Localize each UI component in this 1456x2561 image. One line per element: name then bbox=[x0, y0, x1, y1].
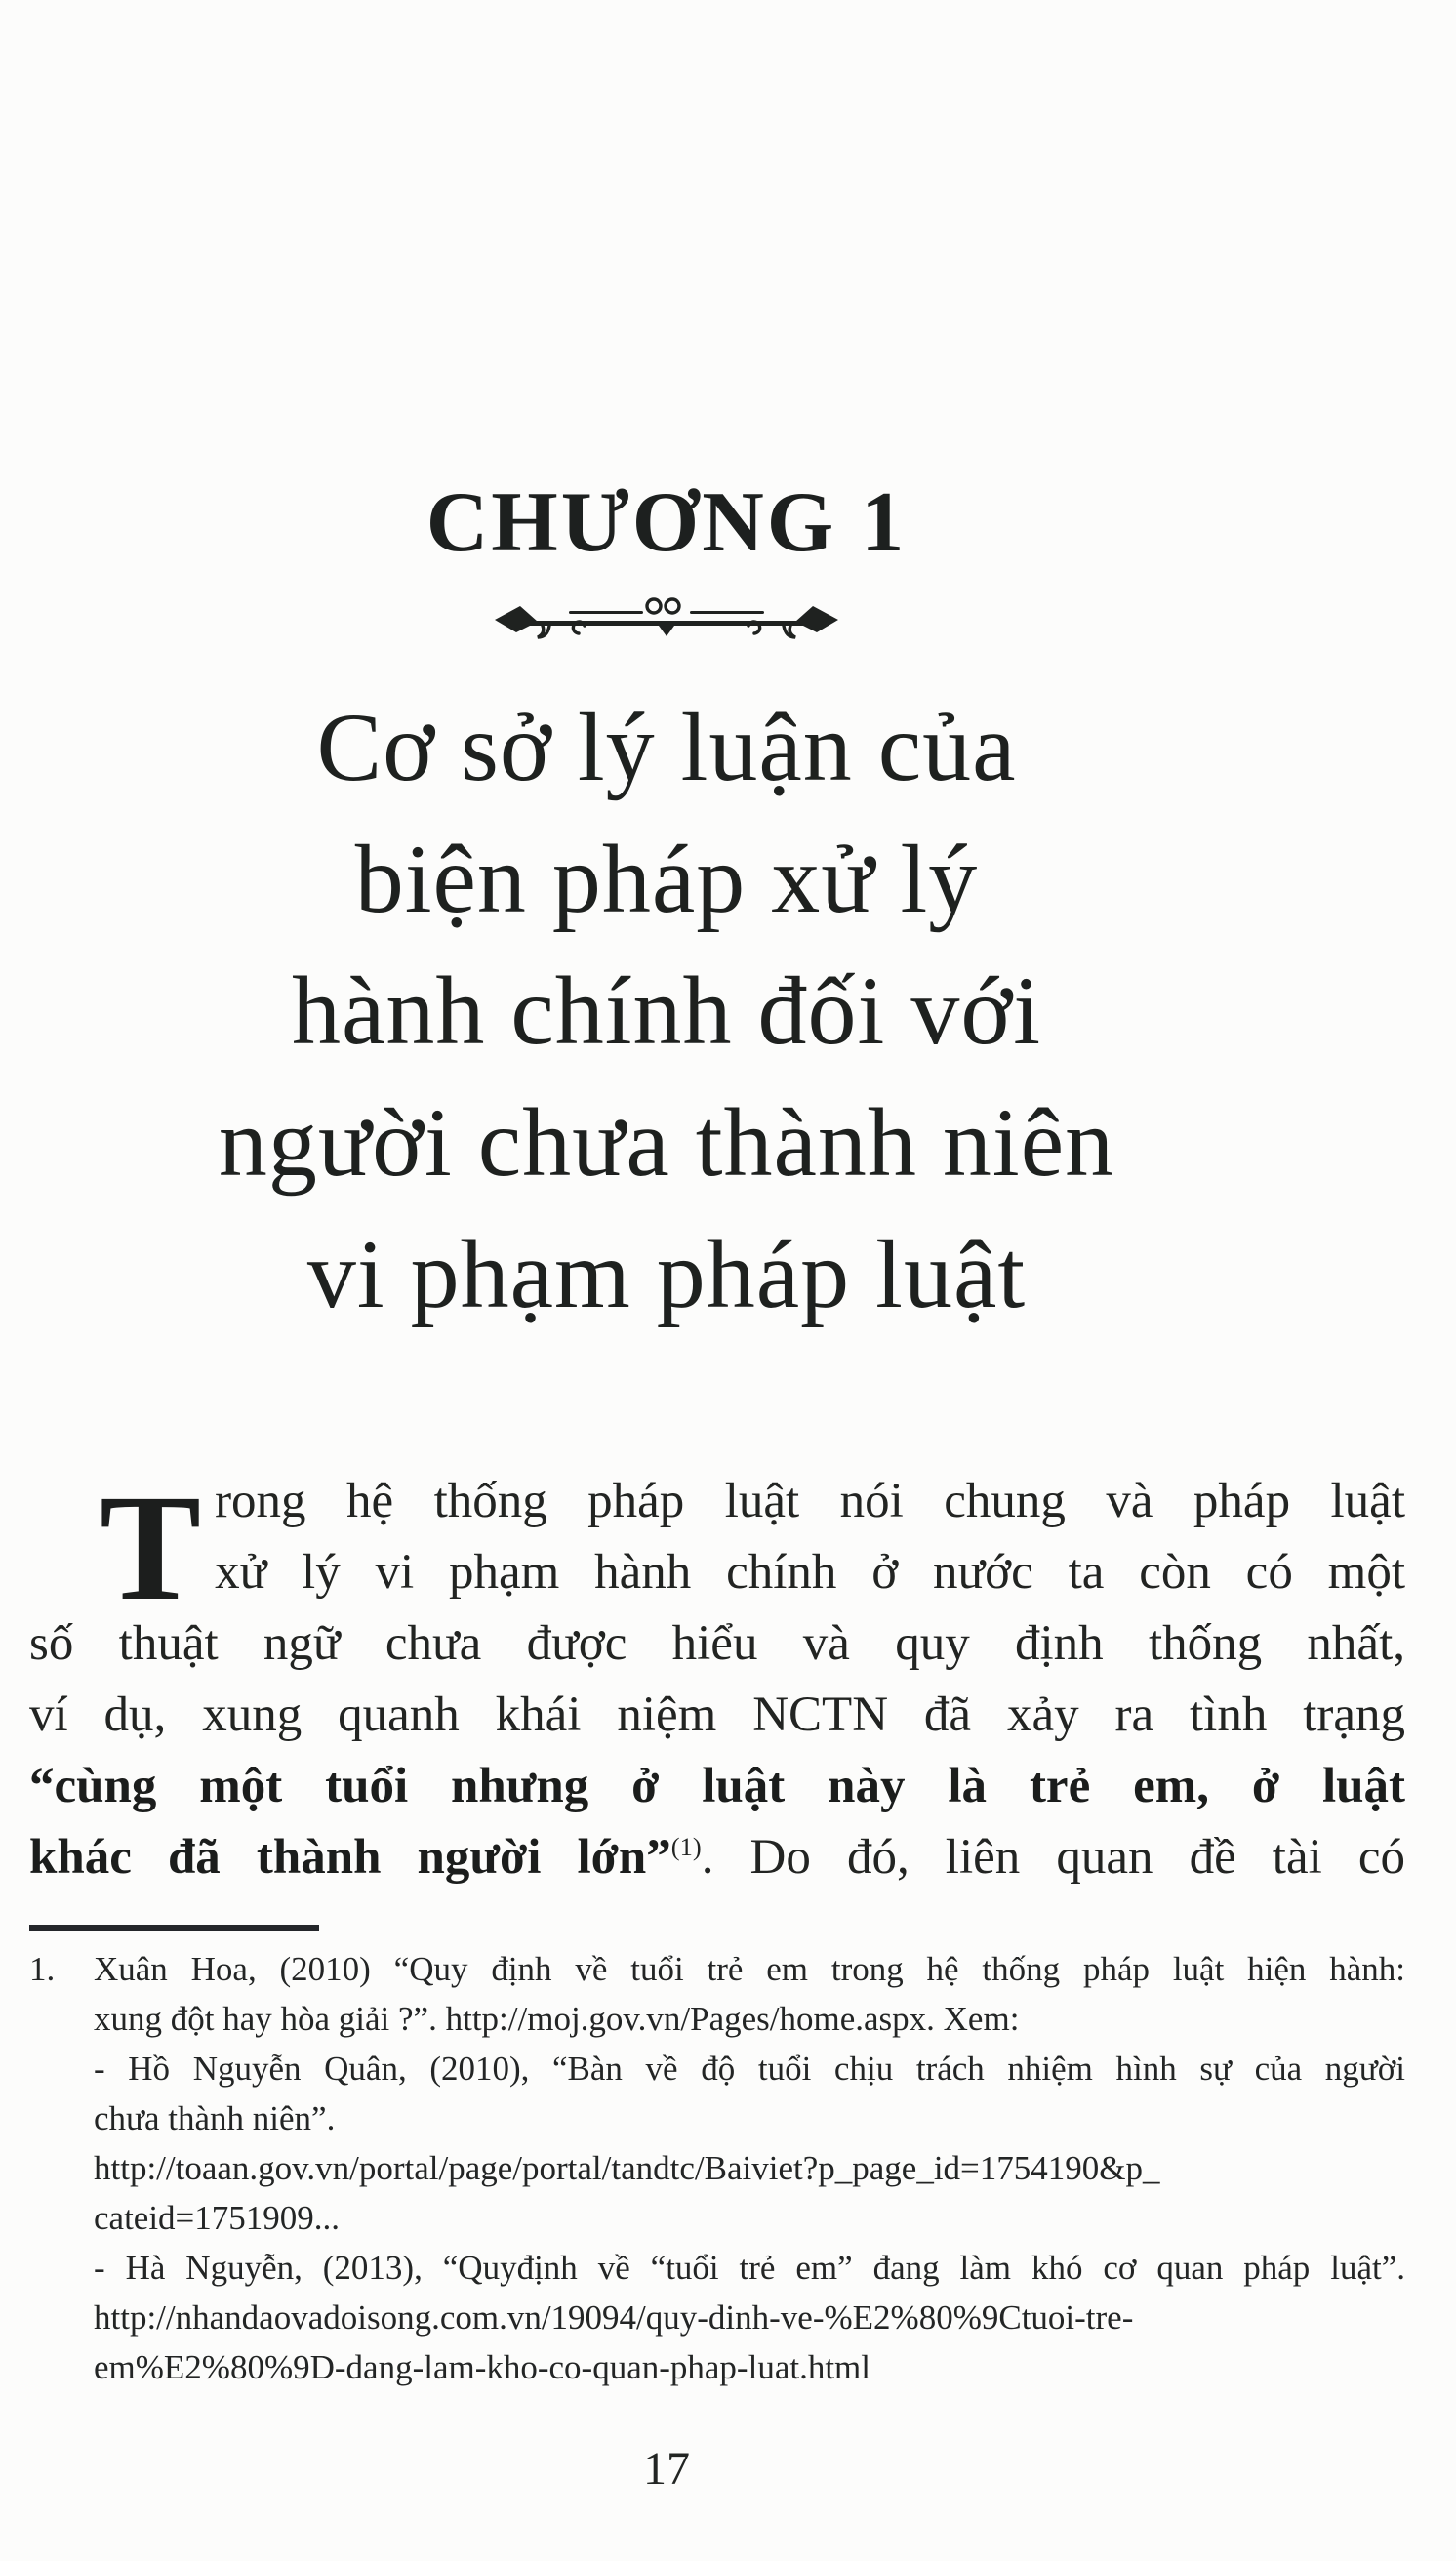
chapter-label: CHƯƠNG 1 bbox=[425, 475, 908, 570]
chapter-title bbox=[0, 681, 1333, 1340]
footnote-line-url: cateid=1751909... bbox=[94, 2199, 341, 2237]
footnote-line: chưa thành niên”. bbox=[94, 2099, 336, 2137]
ornament-divider-icon bbox=[491, 593, 842, 652]
footnote-line-url: em%E2%80%9D-dang-lam-kho-co-quan-phap-luat.html bbox=[94, 2348, 870, 2386]
footnote-line-url: http://nhandaovadoisong.com.vn/19094/quy-dinh-ve-%E2%80%9Ctuoi-tre- bbox=[94, 2298, 1134, 2337]
drop-cap: T bbox=[100, 1463, 202, 1632]
footnote-line-url: http://toaan.gov.vn/portal/page/portal/tandtc/Baiviet?p_page_id=1754190&p_ bbox=[94, 2149, 1160, 2187]
footnote-line: Xuân Hoa, (2010) “Quy định về tuổi trẻ em trong hệ thống pháp luật hiện hành: bbox=[94, 1950, 1405, 1988]
footnote-line: - Hồ Nguyễn Quân, (2010), “Bàn về độ tuổi chịu trách nhiệm hình sự của người bbox=[94, 2050, 1405, 2088]
footnote-line: - Hà Nguyễn, (2013), “Quyđịnh về “tuổi trẻ em” đang làm khó cơ quan pháp luật”. bbox=[94, 2249, 1405, 2287]
body-line: số thuật ngữ chưa được hiểu và quy định thống nhất, bbox=[29, 1616, 1405, 1671]
footnote-number: 1. bbox=[29, 1950, 56, 1988]
chapter-title-line: người chưa thành niên bbox=[218, 1088, 1115, 1197]
page-number: 17 bbox=[643, 2443, 690, 2495]
chapter-title-line: vi phạm pháp luật bbox=[306, 1220, 1027, 1328]
chapter-title-line: biện pháp xử lý bbox=[354, 825, 979, 933]
body-line bbox=[29, 1822, 1405, 1893]
footnote-separator-rule bbox=[29, 1925, 319, 1931]
bold-quote-end: khác đã thành người lớn” bbox=[29, 1830, 671, 1885]
footnote-reference: (1) bbox=[670, 1832, 702, 1861]
footnote-block bbox=[29, 1944, 1405, 2392]
body-text-continuation: . Do đó, liên quan đề tài có bbox=[701, 1830, 1405, 1885]
chapter-title-line: Cơ sở lý luận của bbox=[316, 693, 1017, 801]
body-line: ví dụ, xung quanh khái niệm NCTN đã xảy ra tình trạng bbox=[29, 1687, 1405, 1742]
body-line: rong hệ thống pháp luật nói chung và pháp luật bbox=[215, 1474, 1405, 1528]
footnote-line: xung đột hay hòa giải ?”. http://moj.gov.vn/Pages/home.aspx. Xem: bbox=[94, 2000, 1020, 2038]
body-line: xử lý vi phạm hành chính ở nước ta còn có một bbox=[215, 1545, 1405, 1600]
body-line-bold-quote: “cùng một tuổi nhưng ở luật này là trẻ em, ở luật bbox=[29, 1759, 1405, 1813]
chapter-title-line: hành chính đối với bbox=[292, 956, 1041, 1065]
opening-paragraph bbox=[29, 1463, 1405, 1893]
